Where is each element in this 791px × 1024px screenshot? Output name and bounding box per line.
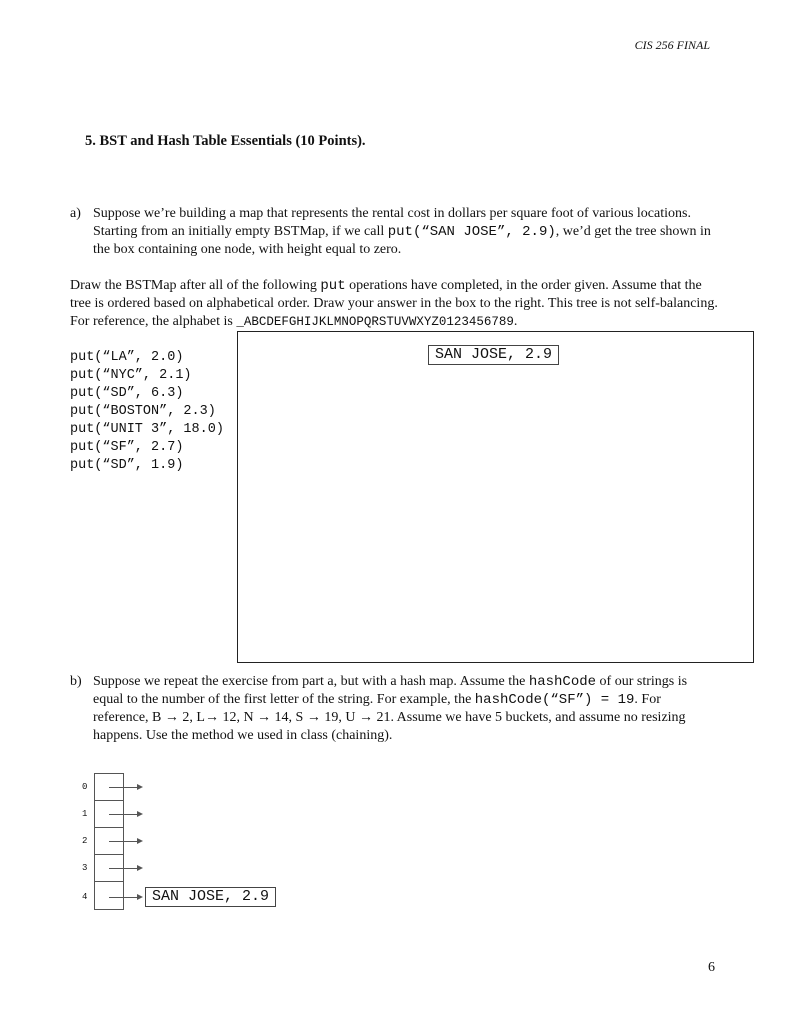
bst-root-node: SAN JOSE, 2.9 [428, 345, 559, 365]
part-a-text-2: , we’d get the tree shown in the box containing one node, with height equal to zero. [93, 224, 711, 257]
header-course: CIS 256 FINAL [634, 38, 710, 52]
bucket-arrow [109, 897, 137, 898]
operation-line: put(“SD”, 6.3) [70, 386, 184, 401]
arrow-head-icon [137, 784, 143, 790]
draw-text-3: . [513, 314, 518, 329]
operation-line: put(“BOSTON”, 2.3) [70, 404, 216, 419]
part-a-marker: a) [70, 206, 81, 221]
draw-text-2: operations have completed, in the order given. Assume that the tree is ordered based on alphabetical order. Draw your answer in the box to the right. This tree is not self-balancing. For reference, the alphabet is [70, 278, 718, 329]
page-number: 6 [708, 960, 715, 975]
part-b-marker: b) [70, 674, 82, 689]
bucket-index: 3 [82, 863, 88, 873]
bucket-index: 2 [82, 836, 88, 846]
alphabet-reference: _ABCDEFGHIJKLMNOPQRSTUVWXYZ0123456789 [236, 315, 514, 329]
bst-answer-box[interactable] [237, 331, 754, 663]
part-a-code-1: put(“SAN JOSE”, 2.9) [387, 224, 556, 240]
part-a-text-1: Suppose we’re building a map that represents the rental cost in dollars per square foot of various locations. Starting from an initially empty BSTMap, if we call [93, 206, 691, 239]
part-b-code-2: hashCode(“SF”) = 19 [474, 692, 635, 708]
operation-line: put(“SF”, 2.7) [70, 440, 184, 455]
bucket-cell[interactable] [95, 882, 123, 909]
bucket-arrow [109, 841, 137, 842]
bucket-arrow [109, 868, 137, 869]
operation-line: put(“UNIT 3”, 18.0) [70, 422, 224, 437]
bucket-index: 0 [82, 782, 88, 792]
bucket-index: 1 [82, 809, 88, 819]
operation-line: put(“SD”, 1.9) [70, 458, 184, 473]
arrow-head-icon [137, 894, 143, 900]
bucket-arrow [109, 787, 137, 788]
bucket-4-node: SAN JOSE, 2.9 [145, 887, 276, 907]
part-b-code-1: hashCode [528, 674, 597, 690]
arrow-head-icon [137, 811, 143, 817]
bucket-index: 4 [82, 892, 88, 902]
draw-instructions [70, 277, 720, 331]
draw-text-1: Draw the BSTMap after all of the following [70, 278, 321, 293]
arrow-head-icon [137, 865, 143, 871]
part-b-text-1: Suppose we repeat the exercise from part a, but with a hash map. Assume the [93, 674, 529, 689]
draw-code: put [320, 278, 346, 294]
operation-line: put(“LA”, 2.0) [70, 350, 184, 365]
part-b-text-2: of our strings is equal to the number of the first letter of the string. For example, the [93, 674, 688, 707]
bucket-arrow [109, 814, 137, 815]
question-title: 5. BST and Hash Table Essentials (10 Points). [85, 133, 366, 149]
part-b-text-3: . For reference, B → 2, L→ 12, N → 14, S → 19, U → 21. Assume we have 5 buckets, and assume no resizing happens. Use the method we used in class (chaining). [93, 692, 686, 743]
operation-line: put(“NYC”, 2.1) [70, 368, 192, 383]
arrow-head-icon [137, 838, 143, 844]
